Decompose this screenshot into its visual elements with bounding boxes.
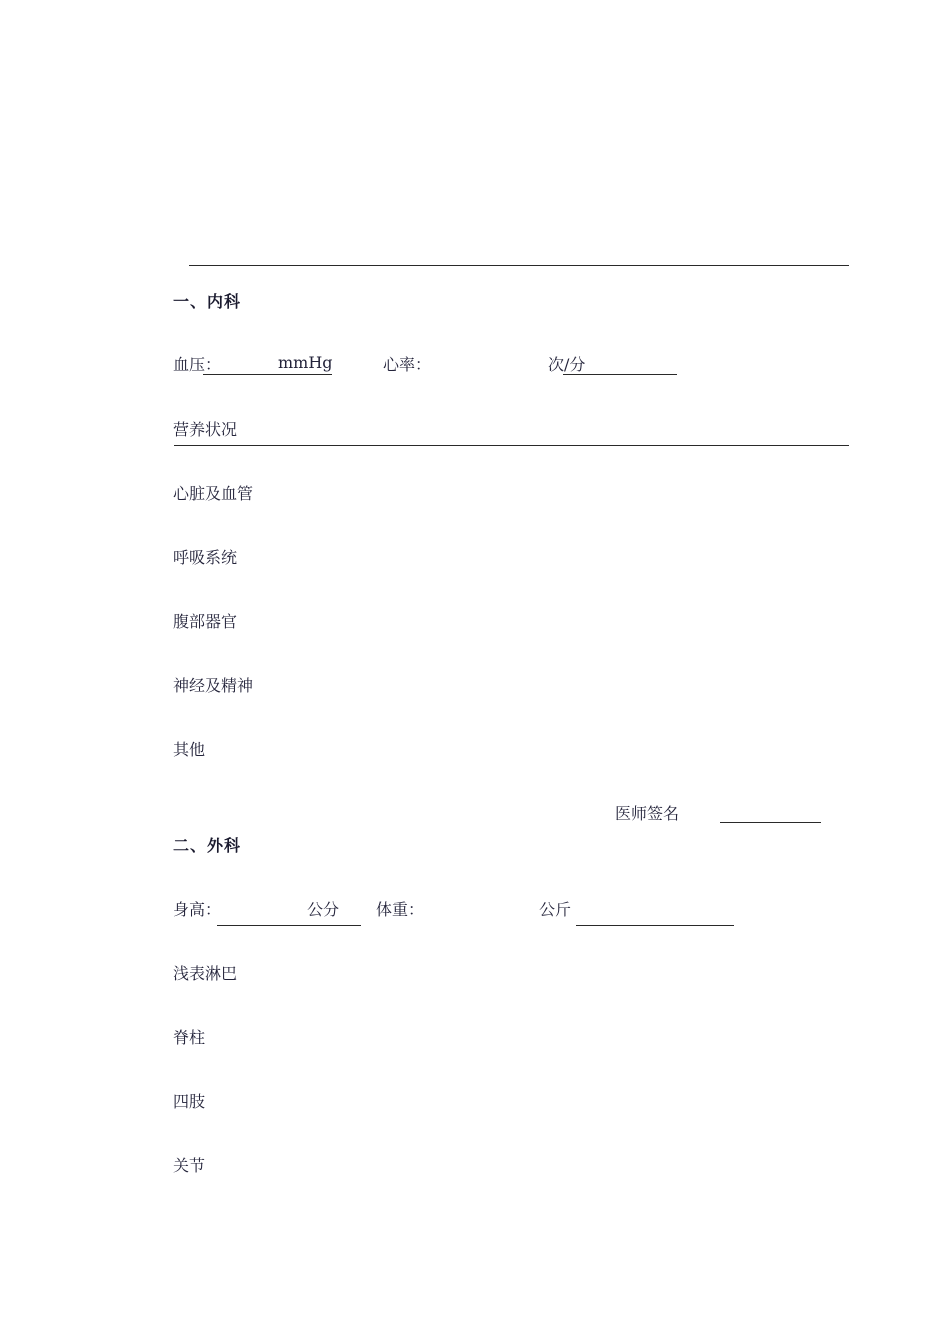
respiratory-label: 呼吸系统: [173, 548, 238, 567]
limbs-label: 四肢: [173, 1092, 206, 1111]
top-rule: [189, 265, 849, 266]
heart-vessels-label: 心脏及血管: [173, 484, 254, 503]
height-label: 身高：: [173, 900, 222, 919]
spine-label: 脊柱: [173, 1028, 206, 1047]
height-field[interactable]: [217, 925, 361, 926]
joints-label: 关节: [173, 1156, 206, 1175]
section-title-surgery: 二、外科: [173, 836, 242, 855]
lymph-nodes-label: 浅表淋巴: [173, 964, 238, 983]
doctor-signature-label: 医师签名: [615, 804, 680, 823]
nutrition-label: 营养状况: [173, 420, 238, 439]
neuro-psych-label: 神经及精神: [173, 676, 254, 695]
doctor-signature-field[interactable]: [720, 822, 821, 823]
height-unit: 公分: [307, 900, 340, 919]
blood-pressure-unit: mmHg: [278, 353, 333, 372]
weight-unit: 公斤: [539, 900, 572, 919]
heart-rate-field[interactable]: [563, 374, 677, 375]
weight-label: 体重：: [376, 900, 425, 919]
nutrition-field[interactable]: [174, 445, 849, 446]
blood-pressure-label: 血压：: [173, 355, 222, 374]
abdominal-label: 腹部器官: [173, 612, 238, 631]
weight-field[interactable]: [576, 925, 734, 926]
section-title-internal: 一、内科: [173, 292, 242, 311]
blood-pressure-field[interactable]: [203, 374, 332, 375]
heart-rate-label: 心率：: [383, 355, 432, 374]
heart-rate-unit: 次/分: [548, 355, 586, 374]
other-label: 其他: [173, 740, 206, 759]
